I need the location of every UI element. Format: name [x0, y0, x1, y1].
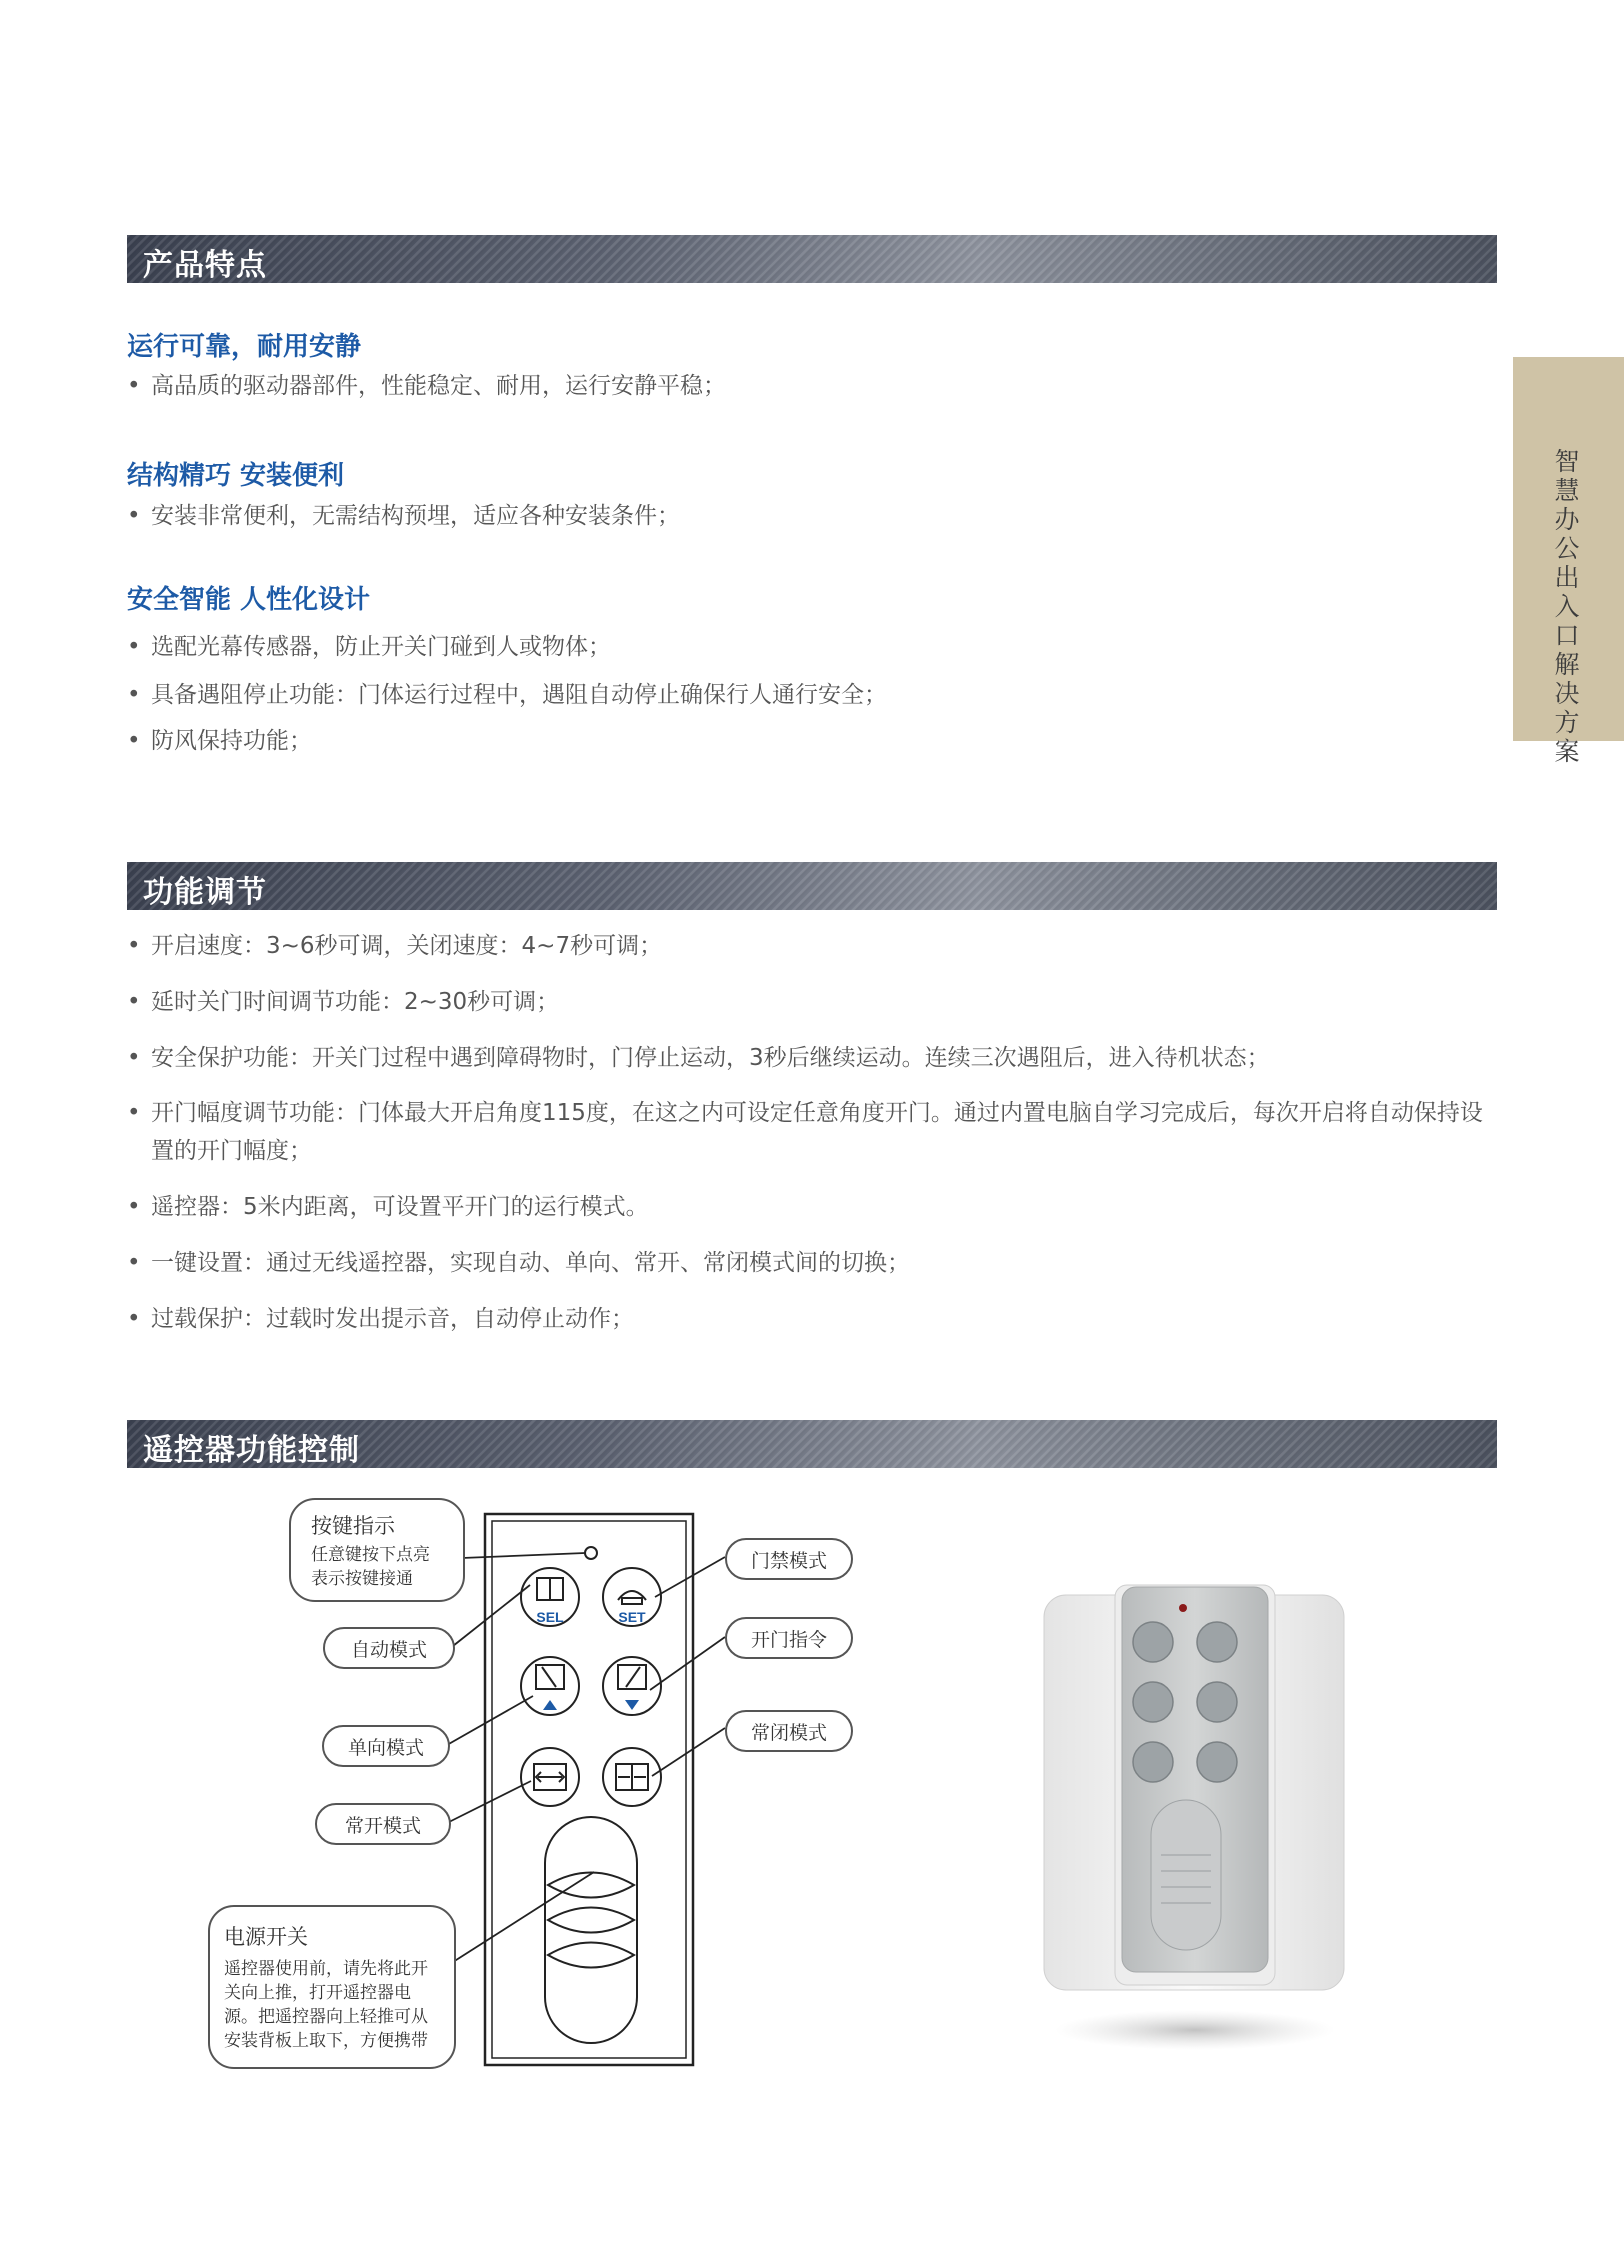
photo-led [1179, 1604, 1187, 1612]
list-item: • 开启速度：3~6秒可调，关闭速度：4~7秒可调； [127, 933, 663, 959]
feature-heading-2: 结构精巧 安装便利 [127, 461, 345, 491]
callout-power-switch [208, 1905, 456, 2069]
power-title: 电源开关 [224, 1925, 308, 1949]
indicator-desc-2: 表示按键接通 [311, 1569, 413, 1589]
oneway-button-graphic [521, 1657, 579, 1715]
section-title-features: 产品特点 [143, 248, 267, 283]
power-line-3: 源。把遥控器向上轻推可从 [224, 2007, 428, 2027]
indicator-led [585, 1547, 597, 1559]
list-item: • 延时关门时间调节功能：2~30秒可调； [127, 989, 560, 1015]
list-item: • 选配光幕传感器，防止开关门碰到人或物体； [127, 634, 611, 660]
list-item: • 高品质的驱动器部件，性能稳定、耐用，运行安静平稳； [127, 373, 726, 399]
label-always-open-mode: 常开模式 [315, 1803, 451, 1845]
section-title-functions: 功能调节 [143, 875, 267, 910]
open-command-button-graphic [603, 1657, 661, 1715]
power-switch-slot [545, 1817, 637, 2043]
list-item: • 防风保持功能； [127, 728, 312, 754]
photo-slider [1151, 1800, 1221, 1950]
sel-label: SEL [536, 1609, 564, 1625]
set-button-graphic [603, 1568, 661, 1626]
power-line-2: 关向上推，打开遥控器电 [224, 1983, 411, 2003]
label-auto-mode: 自动模式 [323, 1627, 455, 1669]
always-open-button-graphic [521, 1748, 579, 1806]
label-open-command: 开门指令 [725, 1617, 853, 1659]
power-line-1: 遥控器使用前，请先将此开 [224, 1959, 428, 1979]
section-title-remote: 遥控器功能控制 [143, 1433, 360, 1468]
photo-shadow [1055, 2010, 1335, 2050]
always-closed-button-graphic [603, 1748, 661, 1806]
power-line-4: 安装背板上取下，方便携带 [224, 2031, 428, 2051]
indicator-title: 按键指示 [311, 1514, 395, 1538]
feature-heading-3: 安全智能 人性化设计 [127, 585, 371, 615]
callout-indicator [289, 1498, 465, 1602]
list-item: • 具备遇阻停止功能：门体运行过程中，遇阻自动停止确保行人通行安全； [127, 682, 887, 708]
set-label: SET [618, 1609, 646, 1625]
list-item: • 开门幅度调节功能：门体最大开启角度115度，在这之内可设定任意角度开门。通过内置电脑自学习完成后，每次开启将自动保持设置的开门幅度； [127, 1100, 1483, 1164]
label-oneway-mode: 单向模式 [322, 1725, 450, 1767]
list-item: • 安全保护功能：开关门过程中遇到障碍物时，门停止运动，3秒后继续运动。连续三次遇阻后，进入待机状态； [127, 1045, 1270, 1071]
list-item: • 遥控器：5米内距离，可设置平开门的运行模式。 [127, 1194, 649, 1220]
sel-button-graphic [521, 1568, 579, 1626]
indicator-desc-1: 任意键按下点亮 [311, 1545, 430, 1565]
list-item: • 安装非常便利，无需结构预埋，适应各种安装条件； [127, 503, 680, 529]
label-access-mode: 门禁模式 [725, 1538, 853, 1580]
feature-heading-1: 运行可靠，耐用安静 [127, 332, 362, 362]
label-always-closed-mode: 常闭模式 [725, 1710, 853, 1752]
list-item: • 一键设置：通过无线遥控器，实现自动、单向、常开、常闭模式间的切换； [127, 1250, 910, 1276]
side-tab-label: 智慧办公出入口解决方案 [1554, 447, 1580, 766]
list-item: • 过载保护：过载时发出提示音，自动停止动作； [127, 1306, 634, 1332]
remote-photo [1030, 1575, 1360, 2055]
